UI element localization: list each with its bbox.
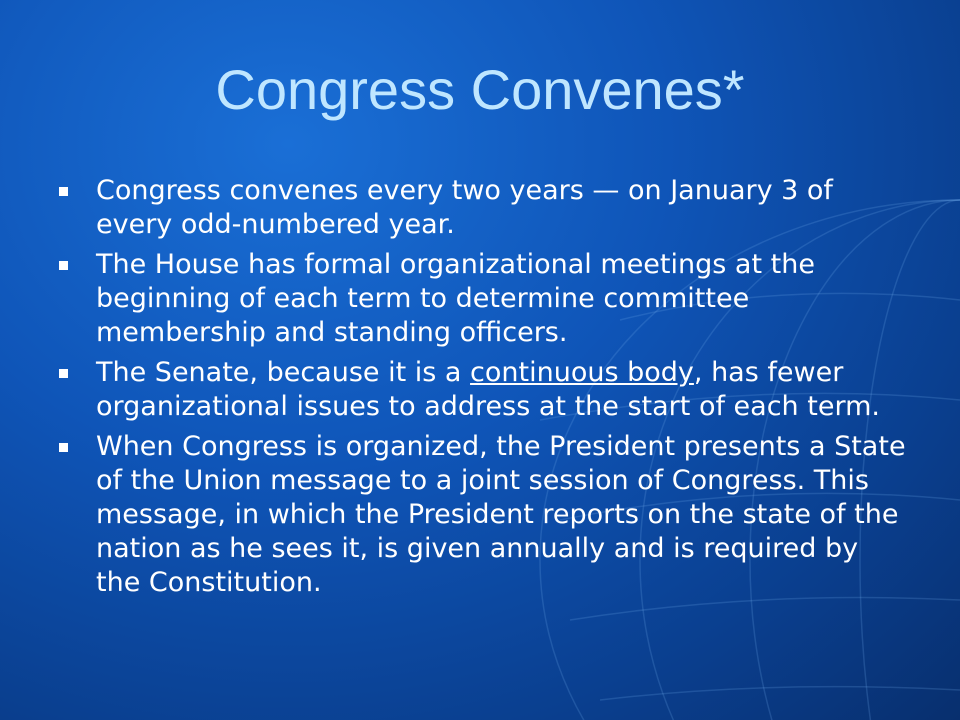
bullet-text: The House has formal organizational meetings at the beginning of each term to determine committee membership and standing officers. [96, 249, 815, 348]
continuous-body-term: continuous body [470, 357, 694, 388]
square-bullet-icon [59, 187, 68, 196]
bullet-item [56, 248, 908, 350]
square-bullet-icon [59, 443, 68, 452]
square-bullet-icon [59, 261, 68, 270]
bullet-text: Congress convenes every two years — on January 3 of every odd-numbered year. [96, 175, 833, 240]
square-bullet-icon [59, 369, 68, 378]
bullet-list [56, 174, 908, 606]
bullet-text: When Congress is organized, the President presents a State of the Union message to a joint session of Congress. This message, in which the President reports on the state of the nation as he sees it, is given annually and is required by the Constitution. [96, 431, 906, 598]
bullet-item [56, 356, 908, 424]
bullet-item [56, 430, 908, 600]
bullet-item [56, 174, 908, 242]
bullet-text [96, 357, 880, 422]
bullet-text-after: , has fewer organizational issues to address at the start of each term. [96, 357, 880, 422]
bullet-text-before: The Senate, because it is a [96, 357, 471, 388]
slide-title: Congress Convenes* [215, 58, 745, 121]
